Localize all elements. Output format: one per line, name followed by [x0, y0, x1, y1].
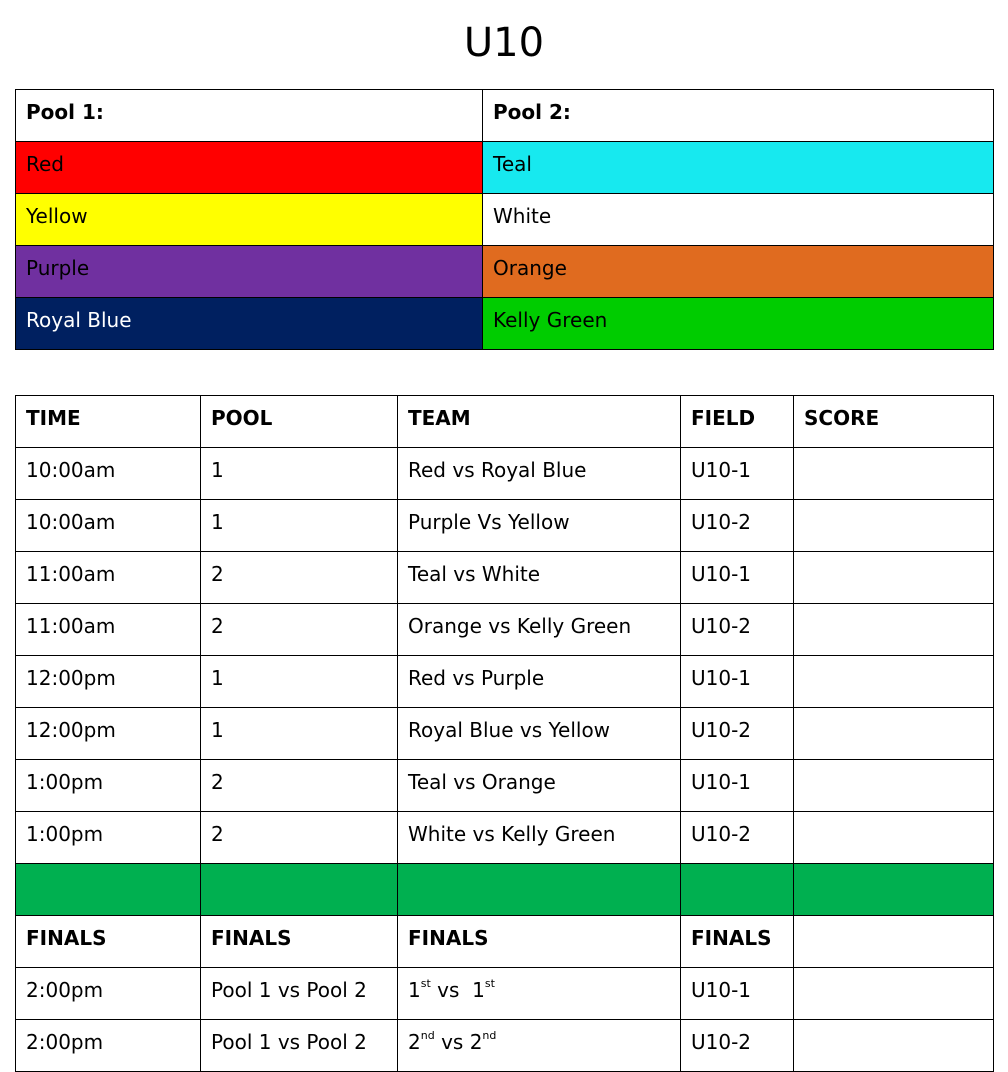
pool-cell: 2 [201, 812, 398, 864]
finals-row [16, 1020, 994, 1072]
separator-cell [794, 864, 994, 916]
field-cell: U10-1 [681, 656, 794, 708]
team-cell: Orange vs Kelly Green [398, 604, 681, 656]
field-cell: U10-2 [681, 500, 794, 552]
score-cell[interactable] [794, 656, 994, 708]
time-cell: 1:00pm [16, 812, 201, 864]
team-a-rank: 2 [408, 1030, 421, 1054]
pool1-team-cell: Yellow [16, 194, 483, 246]
score-cell[interactable] [794, 500, 994, 552]
team-cell: Teal vs White [398, 552, 681, 604]
field-cell: U10-2 [681, 708, 794, 760]
schedule-table [15, 395, 994, 1072]
field-cell: U10-1 [681, 448, 794, 500]
table-row [16, 708, 994, 760]
score-cell[interactable] [794, 448, 994, 500]
team-cell: White vs Kelly Green [398, 812, 681, 864]
versus-text: vs [441, 1030, 464, 1054]
pool-cell: 2 [201, 760, 398, 812]
team-b-rank-suffix: st [484, 977, 495, 991]
team-cell [398, 968, 681, 1020]
separator-cell [16, 864, 201, 916]
score-cell[interactable] [794, 812, 994, 864]
field-cell: U10-2 [681, 604, 794, 656]
team-b-rank: 2 [469, 1030, 483, 1054]
pool-cell: 1 [201, 656, 398, 708]
table-row [16, 812, 994, 864]
finals-row [16, 968, 994, 1020]
pools-table [15, 89, 994, 350]
finals-header: FINALS [681, 916, 794, 968]
pool-row [16, 142, 994, 194]
pool-cell: Pool 1 vs Pool 2 [201, 1020, 398, 1072]
pool-row [16, 246, 994, 298]
team-a-rank-suffix: nd [420, 1029, 435, 1043]
pool2-team-cell: Kelly Green [483, 298, 994, 350]
separator-cell [681, 864, 794, 916]
team-a-rank-suffix: st [420, 977, 431, 991]
pools-header-row [16, 90, 994, 142]
team-b-rank-suffix: nd [482, 1029, 497, 1043]
team-cell [398, 1020, 681, 1072]
team-a-rank: 1 [408, 978, 421, 1002]
time-cell: 10:00am [16, 448, 201, 500]
pool2-header: Pool 2: [483, 90, 994, 142]
team-cell: Teal vs Orange [398, 760, 681, 812]
pool-row [16, 194, 994, 246]
pool-cell: 1 [201, 448, 398, 500]
field-cell: U10-2 [681, 1020, 794, 1072]
pool-cell: Pool 1 vs Pool 2 [201, 968, 398, 1020]
team-b-rank: 1 [472, 978, 485, 1002]
time-cell: 2:00pm [16, 968, 201, 1020]
pool-cell: 1 [201, 708, 398, 760]
finals-header: FINALS [16, 916, 201, 968]
pool-cell: 2 [201, 552, 398, 604]
score-cell[interactable] [794, 604, 994, 656]
table-row [16, 604, 994, 656]
pool2-team-cell: Orange [483, 246, 994, 298]
page-title: U10 [463, 20, 545, 66]
field-cell: U10-1 [681, 968, 794, 1020]
header-pool: POOL [201, 396, 398, 448]
header-time: TIME [16, 396, 201, 448]
separator-cell [201, 864, 398, 916]
pool-cell: 2 [201, 604, 398, 656]
score-cell[interactable] [794, 552, 994, 604]
separator-cell [398, 864, 681, 916]
pool-row [16, 298, 994, 350]
time-cell: 2:00pm [16, 1020, 201, 1072]
finals-header [794, 916, 994, 968]
score-cell[interactable] [794, 1020, 994, 1072]
pool-cell: 1 [201, 500, 398, 552]
team-cell: Red vs Purple [398, 656, 681, 708]
time-cell: 1:00pm [16, 760, 201, 812]
field-cell: U10-1 [681, 760, 794, 812]
team-cell: Red vs Royal Blue [398, 448, 681, 500]
finals-header: FINALS [398, 916, 681, 968]
table-row [16, 500, 994, 552]
header-field: FIELD [681, 396, 794, 448]
score-cell[interactable] [794, 708, 994, 760]
finals-header-row [16, 916, 994, 968]
pool1-team-cell: Royal Blue [16, 298, 483, 350]
pool2-team-cell: White [483, 194, 994, 246]
time-cell: 11:00am [16, 552, 201, 604]
team-cell: Purple Vs Yellow [398, 500, 681, 552]
header-team: TEAM [398, 396, 681, 448]
pool2-team-cell: Teal [483, 142, 994, 194]
field-cell: U10-1 [681, 552, 794, 604]
score-cell[interactable] [794, 968, 994, 1020]
finals-header: FINALS [201, 916, 398, 968]
team-cell: Royal Blue vs Yellow [398, 708, 681, 760]
header-score: SCORE [794, 396, 994, 448]
score-cell[interactable] [794, 760, 994, 812]
table-row [16, 552, 994, 604]
versus-text: vs [437, 978, 460, 1002]
time-cell: 11:00am [16, 604, 201, 656]
pool1-header: Pool 1: [16, 90, 483, 142]
table-row [16, 448, 994, 500]
pool1-team-cell: Red [16, 142, 483, 194]
table-row [16, 656, 994, 708]
time-cell: 10:00am [16, 500, 201, 552]
time-cell: 12:00pm [16, 656, 201, 708]
time-cell: 12:00pm [16, 708, 201, 760]
field-cell: U10-2 [681, 812, 794, 864]
pool1-team-cell: Purple [16, 246, 483, 298]
separator-row [16, 864, 994, 916]
schedule-header-row [16, 396, 994, 448]
table-row [16, 760, 994, 812]
